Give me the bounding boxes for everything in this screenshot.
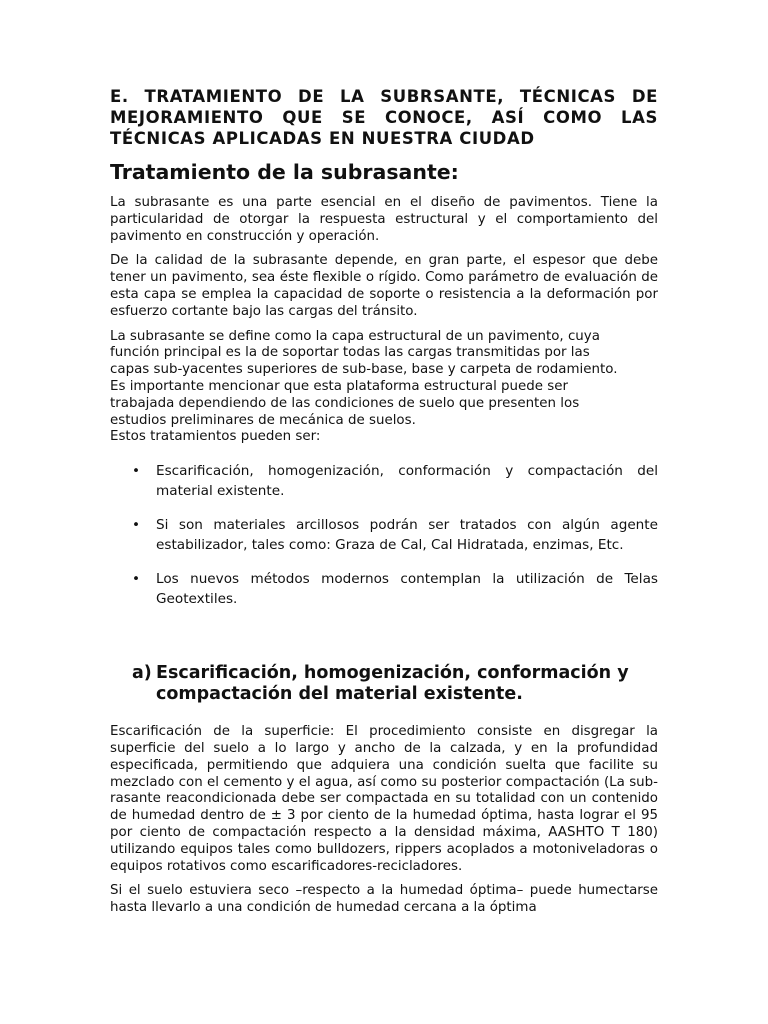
- document-title: E. TRATAMIENTO DE LA SUBRSANTE, TÉCNICAS DE MEJORAMIENTO QUE SE CONOCE, ASÍ COMO LAS TÉCNICAS APLICADAS EN NUESTRA CIUDAD: [110, 87, 658, 148]
- paragraph-definicion-subrasante: [110, 329, 658, 447]
- document-page: [110, 86, 658, 925]
- paragraph-subrasante-intro: La subrasante es una parte esencial en el diseño de pavimentos. Tiene la particularidad de otorgar la respuesta estructural y el comportamiento del pavimento en construcción y operación.: [110, 195, 658, 244]
- text-line: Estos tratamientos pueden ser:: [110, 429, 321, 445]
- text-line: Es importante mencionar que esta plataforma estructural puede ser: [110, 378, 569, 394]
- section-heading-escarificacion: [110, 663, 658, 705]
- section-heading-text: Escarificación, homogenización, conformación y compactación del material existente.: [156, 663, 629, 705]
- paragraph-escarificacion: Escarificación de la superficie: El procedimiento consiste en disgregar la superficie del suelo a lo largo y ancho de la calzada, y en la profundidad especificada, permitiendo que adquiera una condición suelta que facilite su mezclado con el cemento y el agua, así como su posterior compactación (La sub-rasante reacondicionada debe ser compactada en su totalidad con un contenido de humedad dentro de ± 3 por ciento de la humedad óptima, hasta lograr el 95 por ciento de compactación respecto a la densidad máxima, AASHTO T 180) utilizando equipos tales como bulldozers, rippers acoplados a motoniveladoras o equipos rotativos como escarificadores-recicladores.: [110, 724, 658, 874]
- list-item-text: Escarificación, homogenización, conformación y compactación del material existente.: [156, 463, 658, 499]
- paragraph-humectacion: Si el suelo estuviera seco –respecto a la humedad óptima– puede humectarse hasta llevarlo a una condición de humedad cercana a la óptima: [110, 883, 658, 916]
- text-line: La subrasante se define como la capa estructural de un pavimento, cuya: [110, 328, 600, 344]
- text-line: función principal es la de soportar todas las cargas transmitidas por las: [110, 345, 590, 361]
- list-item: [110, 462, 658, 501]
- paragraph-calidad-subrasante: De la calidad de la subrasante depende, en gran parte, el espesor que debe tener un pavimento, sea éste flexible o rígido. Como parámetro de evaluación de esta capa se emplea la capacidad de soporte o resistencia a la deformación por esfuerzo cortante bajo las cargas del tránsito.: [110, 253, 658, 319]
- list-item: [110, 570, 658, 609]
- text-line: trabajada dependiendo de las condiciones de suelo que presenten los: [110, 395, 580, 411]
- text-line: estudios preliminares de mecánica de suelos.: [110, 412, 416, 428]
- list-item: [110, 516, 658, 555]
- bullet-icon: •: [132, 571, 141, 588]
- treatment-list: [110, 462, 658, 609]
- bullet-icon: •: [132, 463, 141, 480]
- section-heading-tratamiento: Tratamiento de la subrasante:: [110, 160, 459, 184]
- list-marker: a): [132, 663, 152, 684]
- bullet-icon: •: [132, 517, 141, 534]
- list-item-text: Los nuevos métodos modernos contemplan la utilización de Telas Geotextiles.: [156, 571, 658, 607]
- list-item-text: Si son materiales arcillosos podrán ser tratados con algún agente estabilizador, tales como: Graza de Cal, Cal Hidratada, enzimas, Etc.: [156, 517, 658, 553]
- text-line: capas sub-yacentes superiores de sub-base, base y carpeta de rodamiento.: [110, 362, 618, 378]
